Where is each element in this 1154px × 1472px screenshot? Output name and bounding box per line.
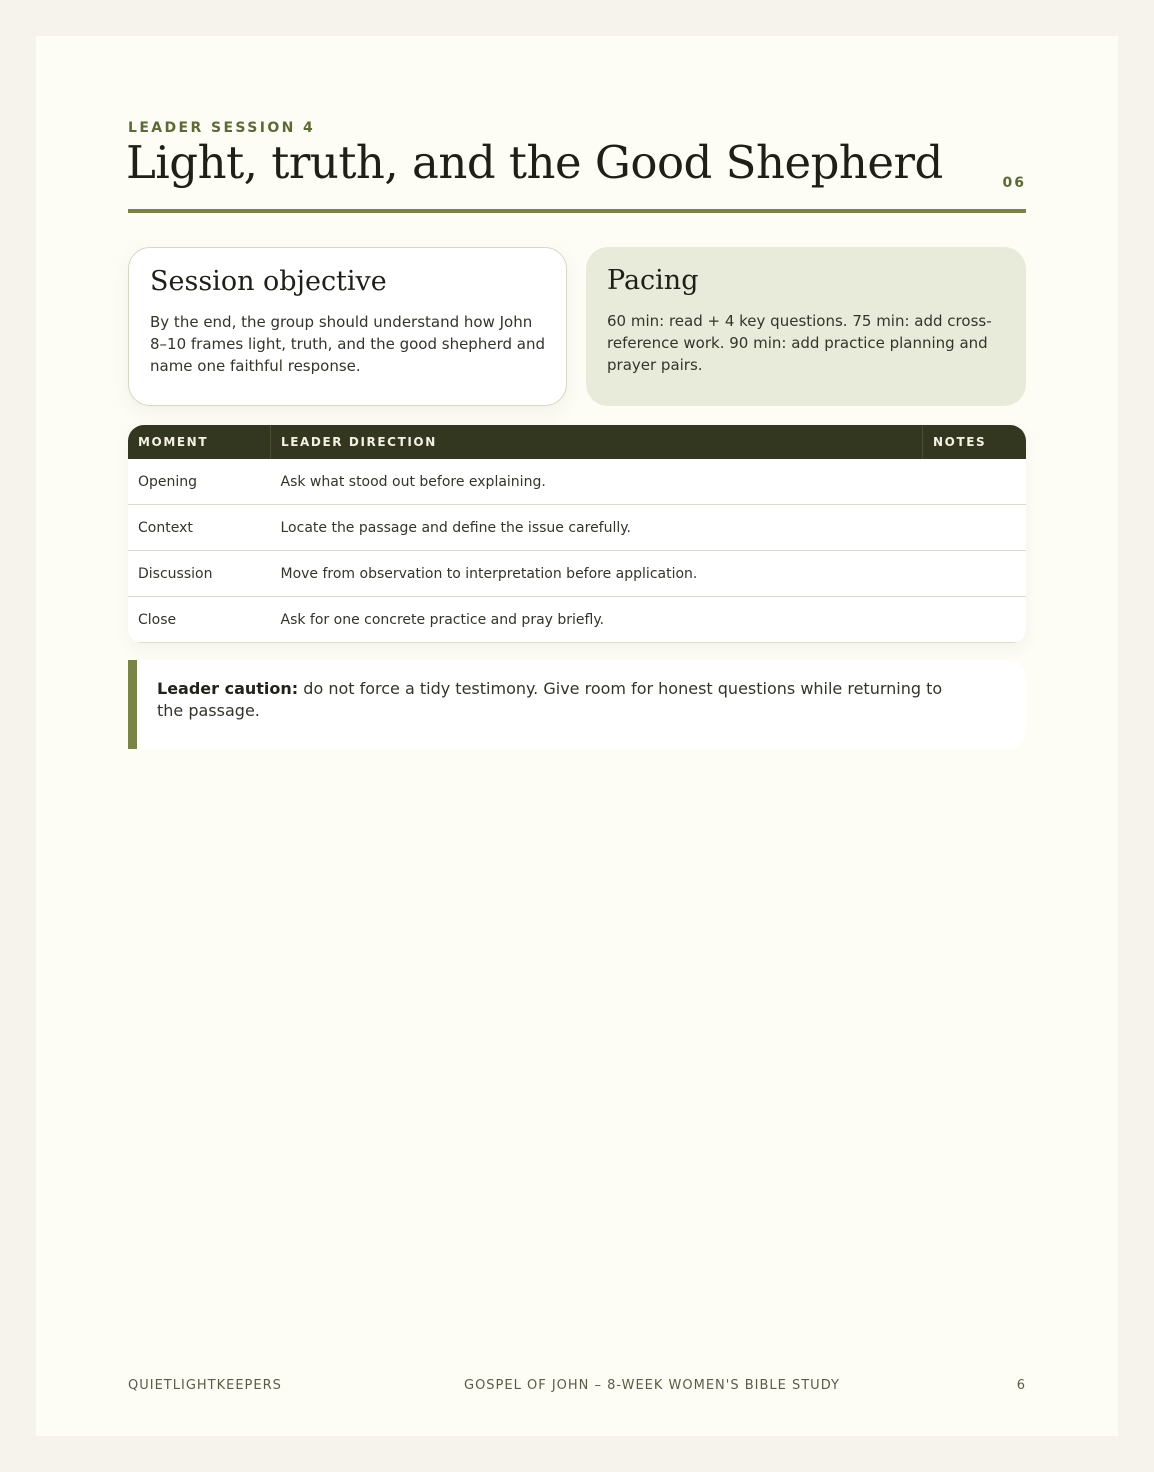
leader-direction-table [128,425,1026,643]
direction-cell: Move from observation to interpretation before application. [271,551,923,597]
title-divider [128,209,1026,213]
pacing-body: 60 min: read + 4 key questions. 75 min: add cross-reference work. 90 min: add practice planning and prayer pairs. [607,312,992,374]
pacing-card [586,247,1026,406]
direction-cell: Ask for one concrete practice and pray briefly. [271,597,923,643]
notes-cell [923,597,1027,643]
notes-cell [923,505,1027,551]
moment-cell: Close [128,597,271,643]
session-objective-heading: Session objective [150,266,387,297]
session-objective-body: By the end, the group should understand how John 8–10 frames light, truth, and the good shepherd and name one faithful response. [150,313,545,375]
caution-label: Leader caution: [157,679,299,698]
column-header-notes: NOTES [923,425,1027,459]
direction-cell: Locate the passage and define the issue carefully. [271,505,923,551]
notes-cell [923,459,1027,505]
table-row [128,505,1026,551]
footer-study-title: GOSPEL OF JOHN – 8-WEEK WOMEN'S BIBLE STUDY [464,1378,840,1393]
page [36,36,1118,1436]
table-row [128,597,1026,643]
column-header-leader-direction: LEADER DIRECTION [271,425,923,459]
page-code: 06 [1002,175,1026,191]
direction-cell: Ask what stood out before explaining. [271,459,923,505]
leader-caution-callout [128,660,1026,749]
pacing-heading: Pacing [607,265,699,296]
moment-cell: Opening [128,459,271,505]
session-eyebrow: LEADER SESSION 4 [128,120,316,136]
table-row [128,459,1026,505]
table-header-row [128,425,1026,459]
caution-text: do not force a tidy testimony. Give room for honest questions while returning to the passage. [157,679,943,720]
notes-cell [923,551,1027,597]
footer-page-number: 6 [1016,1378,1026,1393]
table-row [128,551,1026,597]
moment-cell: Context [128,505,271,551]
column-header-moment: MOMENT [128,425,271,459]
footer-brand: QUIETLIGHTKEEPERS [128,1378,282,1393]
page-title: Light, truth, and the Good Shepherd [126,136,943,189]
session-objective-card [128,247,567,406]
moment-cell: Discussion [128,551,271,597]
